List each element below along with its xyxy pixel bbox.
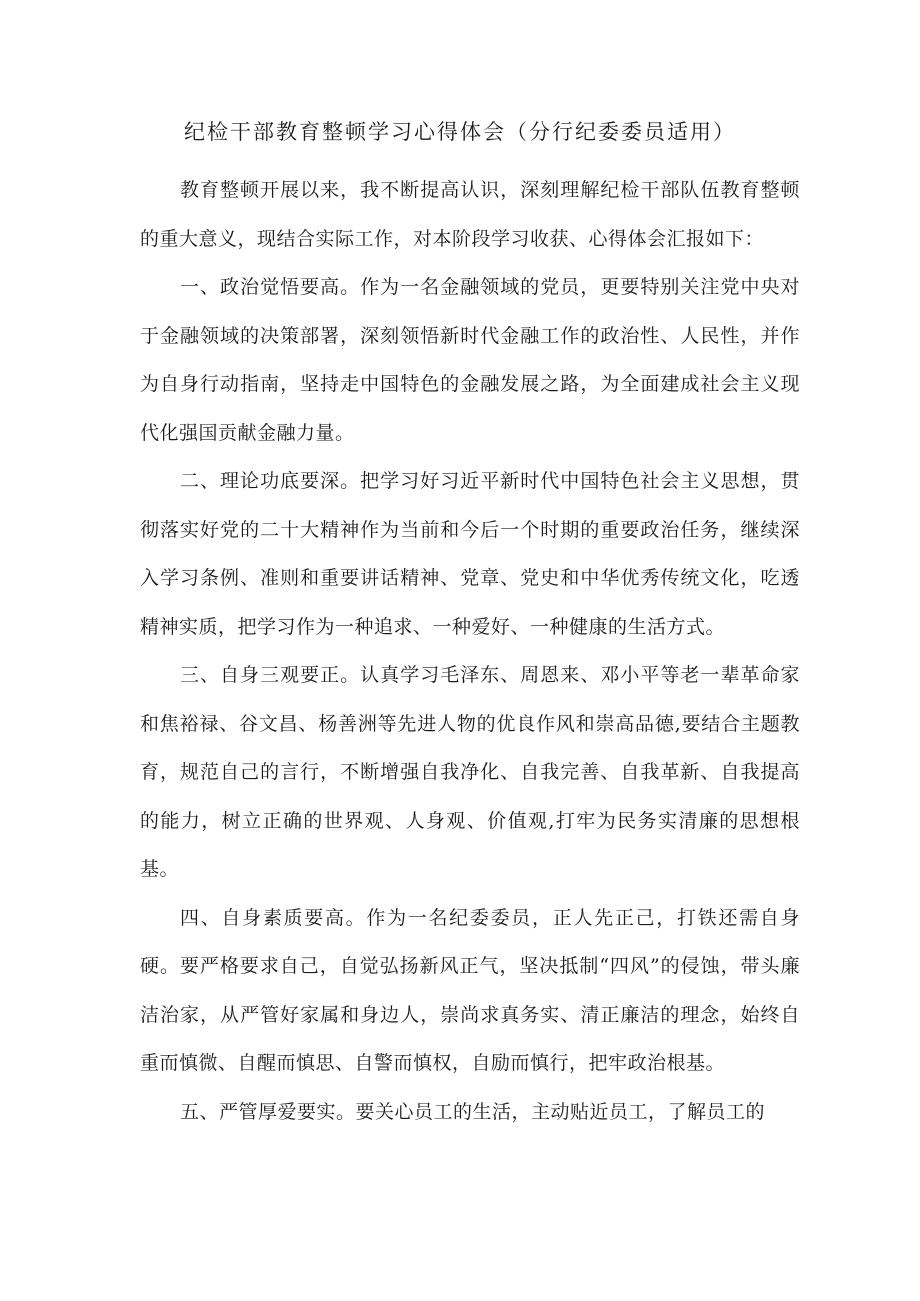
document-body [140,166,800,1136]
paragraph-theory-foundation: 二、理论功底要深。把学习好习近平新时代中国特色社会主义思想，贯彻落实好党的二十大精神作为当前和今后一个时期的重要政治任务，继续深入学习条例、准则和重要讲话精神、党章、党史和中华优秀传统文化，吃透精神实质，把学习作为一种追求、一种爱好、一种健康的生活方式。 [140,470,800,638]
document-title: 纪检干部教育整顿学习心得体会（分行纪委委员适用） [184,120,736,144]
paragraph-personal-quality: 四、自身素质要高。作为一名纪委委员，正人先正己，打铁还需自身硬。要严格要求自己，自觉弘扬新风正气，坚决抵制“四风”的侵蚀，带头廉洁治家，从严管好家属和身边人，崇尚求真务实、清正廉洁的理念，始终自重而慎微、自醒而慎思、自警而慎权，自励而慎行，把牢政治根基。 [140,906,800,1074]
paragraph-political-awareness: 一、政治觉悟要高。作为一名金融领域的党员，更要特别关注党中央对于金融领域的决策部署，深刻领悟新时代金融工作的政治性、人民性，并作为自身行动指南，坚持走中国特色的金融发展之路，为全面建成社会主义现代化强国贡献金融力量。 [140,276,800,444]
paragraph-intro: 教育整顿开展以来，我不断提高认识，深刻理解纪检干部队伍教育整顿的重大意义，现结合实际工作，对本阶段学习收获、心得体会汇报如下： [140,179,800,250]
paragraph-three-views: 三、自身三观要正。认真学习毛泽东、周恩来、邓小平等老一辈革命家和焦裕禄、谷文昌、杨善洲等先进人物的优良作风和崇高品德,要结合主题教育，规范自己的言行，不断增强自我净化、自我完善、自我革新、自我提高的能力，树立正确的世界观、人身观、价值观,打牢为民务实清廉的思想根基。 [140,664,800,880]
paragraph-strict-care: 五、严管厚爱要实。要关心员工的生活，主动贴近员工，了解员工的 [180,1100,766,1123]
